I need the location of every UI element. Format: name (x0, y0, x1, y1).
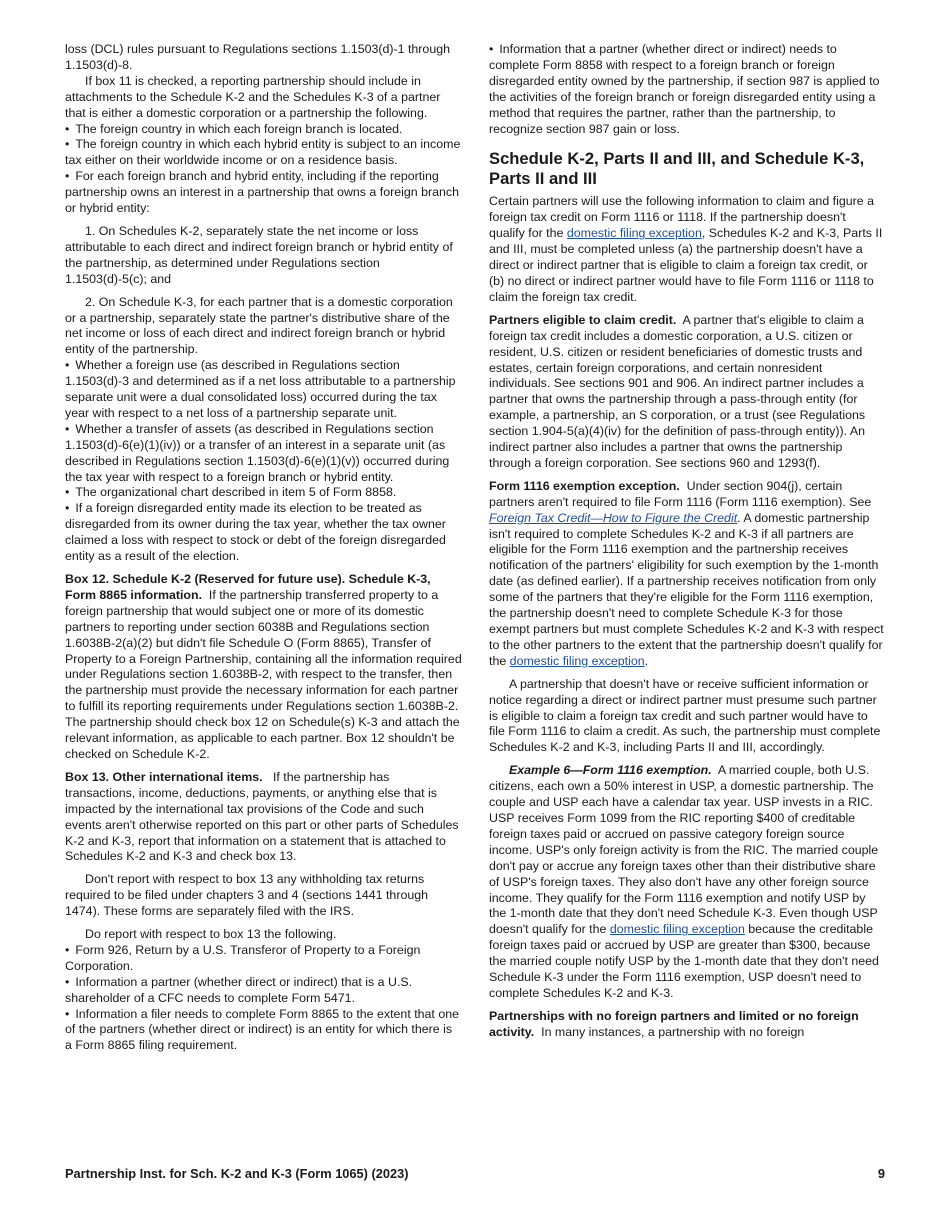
paragraph: loss (DCL) rules pursuant to Regulations sections 1.1503(d)-1 through 1.1503(d)-8. (65, 42, 450, 72)
box13-text: If the partnership has transactions, income, deductions, payments, or anything else that is impacted by the international tax provisions of the Code and such events aren't otherwise reported on this part or other parts of Schedules K-2 and K-3, report that information on a statement that is attached to Schedules K-2 and K-3 and check box 13. (65, 769, 459, 864)
example-heading: Example 6—Form 1116 exemption. (509, 763, 712, 778)
bullet-item: • Information a partner (whether direct or indirect) that is a U.S. shareholder of a CFC needs to complete Form 5471. (65, 975, 462, 1007)
numbered-item: 2. On Schedule K-3, for each partner that is a domestic corporation or a partnership, separately state the partner's distributive share of the net income or loss of each direct and indirect foreign branch or hybrid entity of the partnership. (65, 294, 453, 357)
page-footer (65, 1166, 885, 1181)
box12-heading: Box 12. Schedule K-2 (Reserved for future use). Schedule K-3, Form 8865 information. (65, 572, 431, 602)
box13-heading: Box 13. Other international items. (65, 769, 263, 784)
no-foreign-section: Partnerships with no foreign partners and limited or no foreign activity. In many instances, a partnership with no foreign (489, 1008, 859, 1039)
paragraph: Do report with respect to box 13 the following. (85, 927, 337, 942)
bullet-item: • Whether a foreign use (as described in Regulations section 1.1503(d)-3 and determined as if a net loss attributable to a partnership separate unit were a dual consolidated loss) occurred during the tax year with respect to a net loss of a partnership separate unit. (65, 358, 462, 422)
paragraph: If box 11 is checked, a reporting partnership should include in attachments to the Schedule K-2 and the Schedules K-3 of a partner that is either a domestic corporation or a partnership the following. (65, 73, 441, 120)
bullet-item: • The foreign country in which each hybrid entity is subject to an income tax either on their worldwide income or on a residence basis. (65, 137, 462, 169)
eligible-heading: Partners eligible to claim credit. (489, 312, 677, 327)
bullet-item: • The organizational chart described in item 5 of Form 8858. (65, 485, 462, 501)
eligible-section: Partners eligible to claim credit. A partner that's eligible to claim a foreign tax credit includes a domestic corporation, a U.S. citizen or resident, U.S. citizen or resident beneficiaries of domestic trusts and estates, certain foreign corporations, and certain nonresident individuals. See sections 901 and 906. An indirect partner includes a partner that owns the partnership through a pass-through entity (for example, a partnership, an S corporation, or a trust (see Regulations section 1.904-5(a)(4)(iv) for the definition of pass-through entity)). An indirect partner also includes a partner that owns the partnership through a foreign corporation. See sections 960 and 1293(f). (489, 312, 866, 470)
bullet-item: • The foreign country in which each foreign branch is located. (65, 122, 462, 138)
exemption-heading: Form 1116 exemption exception. (489, 478, 680, 493)
footer-title: Partnership Inst. for Sch. K-2 and K-3 (Form 1065) (2023) (65, 1166, 409, 1181)
bullet-item: • Whether a transfer of assets (as described in Regulations section 1.1503(d)-6(e)(1)(iv)) or a transfer of an interest in a separate unit (as described in Regulations section 1.1503(d)-6(e)(1)(v)) occurred during the tax year with respect to a foreign branch or hybrid entity. (65, 422, 462, 486)
right-column (489, 42, 885, 1041)
bullet-item: • Information a filer needs to complete Form 8865 to the extent that one of the partners (whether direct or indirect) is an entity for which there is a Form 8865 filing requirement. (65, 1007, 462, 1055)
box13-section (65, 770, 462, 865)
exemption-section: Form 1116 exemption exception. Under section 904(j), certain partners aren't required to file Form 1116 (Form 1116 exemption). See Foreign Tax Credit—How to Figure the Credit. A domestic partnership isn't required to complete Schedules K-2 and K-3 if all partners are eligible for the Form 1116 exemption and the partnership receives notification of the partners' eligibility for such exemption by the 1-month date (as defined earlier). If a partnership receives notification from only some of the partners that they're eligible for the Form 1116 exemption, the partnership doesn't need to complete Schedule K-3 for those exempt partners but must complete Schedules K-2 and K-3 with respect to the other partners to the extent that the partnership doesn't qualify for the domestic filing exception. (489, 478, 884, 668)
paragraph: Don't report with respect to box 13 any withholding tax returns required to be filed under chapters 3 and 4 (sections 1441 through 1474). These forms are separately filed with the IRS. (65, 872, 429, 919)
bullet-item: • Form 926, Return by a U.S. Transferor of Property to a Foreign Corporation. (65, 943, 462, 975)
section-heading: Schedule K-2, Parts II and III, and Schedule K-3, Parts II and III (489, 149, 865, 189)
foreign-tax-credit-link[interactable]: Foreign Tax Credit—How to Figure the Credit (489, 510, 738, 525)
box12-text: If the partnership transferred property to a foreign partnership that would subject one or more of its domestic partners to reporting under section 6038B and Regulations section 1.6038B-2(a)(2) but didn't file Schedule O (Form 8865), Transfer of Property to a Foreign Partnership, containing all the information required under Regulations section 1.6038B-2, with respect to the transfer, then the partnership must provide the necessary information for each partner to fulfill its reporting requirements under Regulations section 1.6038B-2. The partnership should check box 12 on Schedule(s) K-3 and attach the relevant information, as applicable to each partner. Box 12 shouldn't be checked on Schedule K-2. (65, 587, 462, 761)
bullet-item: • Information that a partner (whether direct or indirect) needs to complete Form 8858 with respect to a foreign branch or foreign disregarded entity owned by the partnership, if section 987 is applied to the activities of the foreign branch or foreign disregarded entity using a method that requires the partner, rather than the partnership, to recognize section 987 gain or loss. (489, 42, 885, 137)
domestic-filing-exception-link[interactable]: domestic filing exception (509, 653, 645, 668)
domestic-filing-exception-link[interactable]: domestic filing exception (566, 226, 702, 241)
bullet-item: • If a foreign disregarded entity made its election to be treated as disregarded from its owner during the tax year, whether the tax owner claimed a loss with respect to stock or debt of the foreign disregarded entity as a result of the election. (65, 501, 462, 565)
numbered-item: 1. On Schedules K-2, separately state the net income or loss attributable to each direct and indirect foreign branch or hybrid entity of the partnership, as determined under Regulations section 1.1503(d)-5(c); and (65, 223, 453, 286)
paragraph: A partnership that doesn't have or receive sufficient information or notice regarding a direct or indirect partner must presume such partner is eligible to claim a foreign tax credit and such partner would have to file Form 1116 to claim a credit. As such, the partnership must complete Schedules K-2 and K-3, including Parts II and III, accordingly. (489, 676, 881, 755)
no-foreign-heading: Partnerships with no foreign partners and limited or no foreign activity. (489, 1008, 859, 1039)
example-section: Example 6—Form 1116 exemption. A married couple, both U.S. citizens, each own a 50% interest in USP, a domestic partnership. The couple and USP each have a calendar tax year. USP invests in a RIC. USP receives Form 1099 from the RIC reporting $400 of creditable foreign taxes paid or accrued on passive category foreign source income. USP's only foreign activity is from the RIC. The married couple don't pay or accrue any foreign taxes other than their distributive share of USP's foreign taxes. They also don't have any other foreign source income. They qualify for the Form 1116 exemption and notify USP by the 1-month date that they don't need Schedule K-3. Even though USP doesn't qualify for the domestic filing exception because the creditable foreign taxes paid or accrued by USP are greater than $300, because the married couple notify USP by the 1-month date that they don't need Schedule K-3 under the Form 1116 exemption, USP doesn't need to complete Schedules K-2 and K-3. (489, 763, 879, 1000)
left-column (65, 42, 462, 1054)
box12-section (65, 572, 462, 763)
paragraph: Certain partners will use the following information to claim and figure a foreign tax credit on Form 1116 or 1118. If the partnership doesn't qualify for the domestic filing exception, Schedules K-2 and K-3, Parts II and III, must be completed unless (a) the partnership doesn't have a direct or indirect partner that is eligible to claim a foreign tax credit, or (b) no direct or indirect partner would have to file Form 1116 or 1118 to claim the foreign tax credit. (489, 194, 883, 304)
bullet-item: • For each foreign branch and hybrid entity, including if the reporting partnership owns an interest in a partnership that owns a foreign branch or hybrid entity: (65, 169, 462, 217)
domestic-filing-exception-link[interactable]: domestic filing exception (609, 922, 745, 937)
page-number: 9 (877, 1166, 885, 1181)
